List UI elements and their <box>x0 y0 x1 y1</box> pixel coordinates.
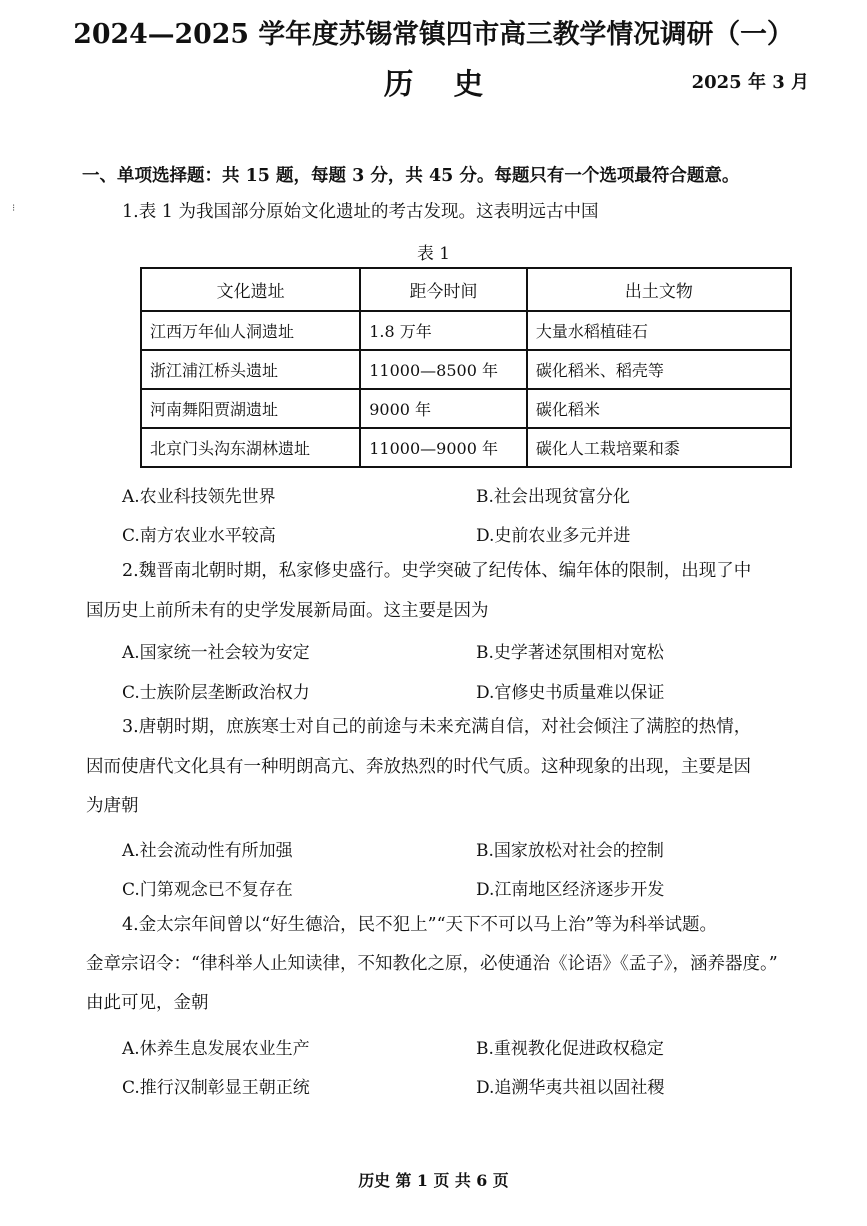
table-cell: 北京门头沟东湖林遗址 <box>141 428 360 467</box>
option-3d[interactable]: D.江南地区经济逐步开发 <box>476 880 665 900</box>
table-header-cell: 文化遗址 <box>141 268 360 311</box>
question-4-stem-line-2: 金章宗诏令：“律科举人止知读律，不知教化之原，必使通治《论语》《孟子》，涵养器度。” <box>86 954 778 974</box>
table-cell: 浙江浦江桥头遗址 <box>141 350 360 389</box>
table-cell: 河南舞阳贾湖遗址 <box>141 389 360 428</box>
option-4b[interactable]: B.重视教化促进政权稳定 <box>476 1039 664 1059</box>
question-3-stem-line-2: 因而使唐代文化具有一种明朗高亢、奔放热烈的时代气质。这种现象的出现，主要是因 <box>86 757 751 777</box>
table-header-row <box>141 268 791 311</box>
table-cell: 1.8 万年 <box>360 311 527 350</box>
option-3a[interactable]: A.社会流动性有所加强 <box>122 841 293 861</box>
option-3b[interactable]: B.国家放松对社会的控制 <box>476 841 664 861</box>
question-4-stem-line-3: 由此可见，金朝 <box>86 993 209 1013</box>
option-1c[interactable]: C.南方农业水平较高 <box>122 526 276 546</box>
option-1d[interactable]: D.史前农业多元并进 <box>476 526 631 546</box>
table-caption: 表 1 <box>417 243 450 263</box>
table-header-cell: 出土文物 <box>527 268 791 311</box>
question-4-stem-line-1: 4.金太宗年间曾以“好生德洽，民不犯上”“天下不可以马上治”等为科举试题。 <box>122 915 717 935</box>
page-footer: 历史 第 1 页 共 6 页 <box>358 1171 509 1190</box>
table-row <box>141 428 791 467</box>
table-cell: 11000—9000 年 <box>360 428 527 467</box>
table-header-cell: 距今时间 <box>360 268 527 311</box>
question-1-stem: 1.表 1 为我国部分原始文化遗址的考古发现。这表明远古中国 <box>122 202 599 222</box>
option-2c[interactable]: C.士族阶层垄断政治权力 <box>122 683 310 703</box>
table-row <box>141 350 791 389</box>
option-1b[interactable]: B.社会出现贫富分化 <box>476 487 630 507</box>
question-2-stem-line-1: 2.魏晋南北朝时期，私家修史盛行。史学突破了纪传体、编年体的限制，出现了中 <box>122 561 752 581</box>
question-3-stem-line-1: 3.唐朝时期，庶族寒士对自己的前途与未来充满自信，对社会倾注了满腔的热情， <box>122 717 752 737</box>
question-3-stem-line-3: 为唐朝 <box>86 796 139 816</box>
table-cell: 9000 年 <box>360 389 527 428</box>
table-cell: 碳化稻米 <box>527 389 791 428</box>
option-3c[interactable]: C.门第观念已不复存在 <box>122 880 293 900</box>
option-2d[interactable]: D.官修史书质量难以保证 <box>476 683 665 703</box>
option-2b[interactable]: B.史学著述氛围相对宽松 <box>476 643 664 663</box>
table-cell: 碳化稻米、稻壳等 <box>527 350 791 389</box>
archaeology-table <box>140 267 792 468</box>
table-row <box>141 389 791 428</box>
question-2-stem-line-2: 国历史上前所未有的史学发展新局面。这主要是因为 <box>86 601 489 621</box>
exam-date: 2025 年 3 月 <box>691 72 809 93</box>
table-cell: 江西万年仙人洞遗址 <box>141 311 360 350</box>
exam-title: 2024—2025 学年度苏锡常镇四市高三教学情况调研（一） <box>73 19 794 50</box>
option-4d[interactable]: D.追溯华夷共祖以固社稷 <box>476 1078 665 1098</box>
margin-mark: ⁝ <box>12 203 16 214</box>
table-cell: 大量水稻植硅石 <box>527 311 791 350</box>
table-row <box>141 311 791 350</box>
section-heading: 一、单项选择题：共 15 题，每题 3 分，共 45 分。每题只有一个选项最符合题意。 <box>82 166 740 186</box>
subject-title: 历史 <box>383 67 524 102</box>
option-4c[interactable]: C.推行汉制彰显王朝正统 <box>122 1078 310 1098</box>
option-2a[interactable]: A.国家统一社会较为安定 <box>122 643 310 663</box>
table-cell: 11000—8500 年 <box>360 350 527 389</box>
option-4a[interactable]: A.休养生息发展农业生产 <box>122 1039 310 1059</box>
option-1a[interactable]: A.农业科技领先世界 <box>122 487 276 507</box>
table-cell: 碳化人工栽培粟和黍 <box>527 428 791 467</box>
